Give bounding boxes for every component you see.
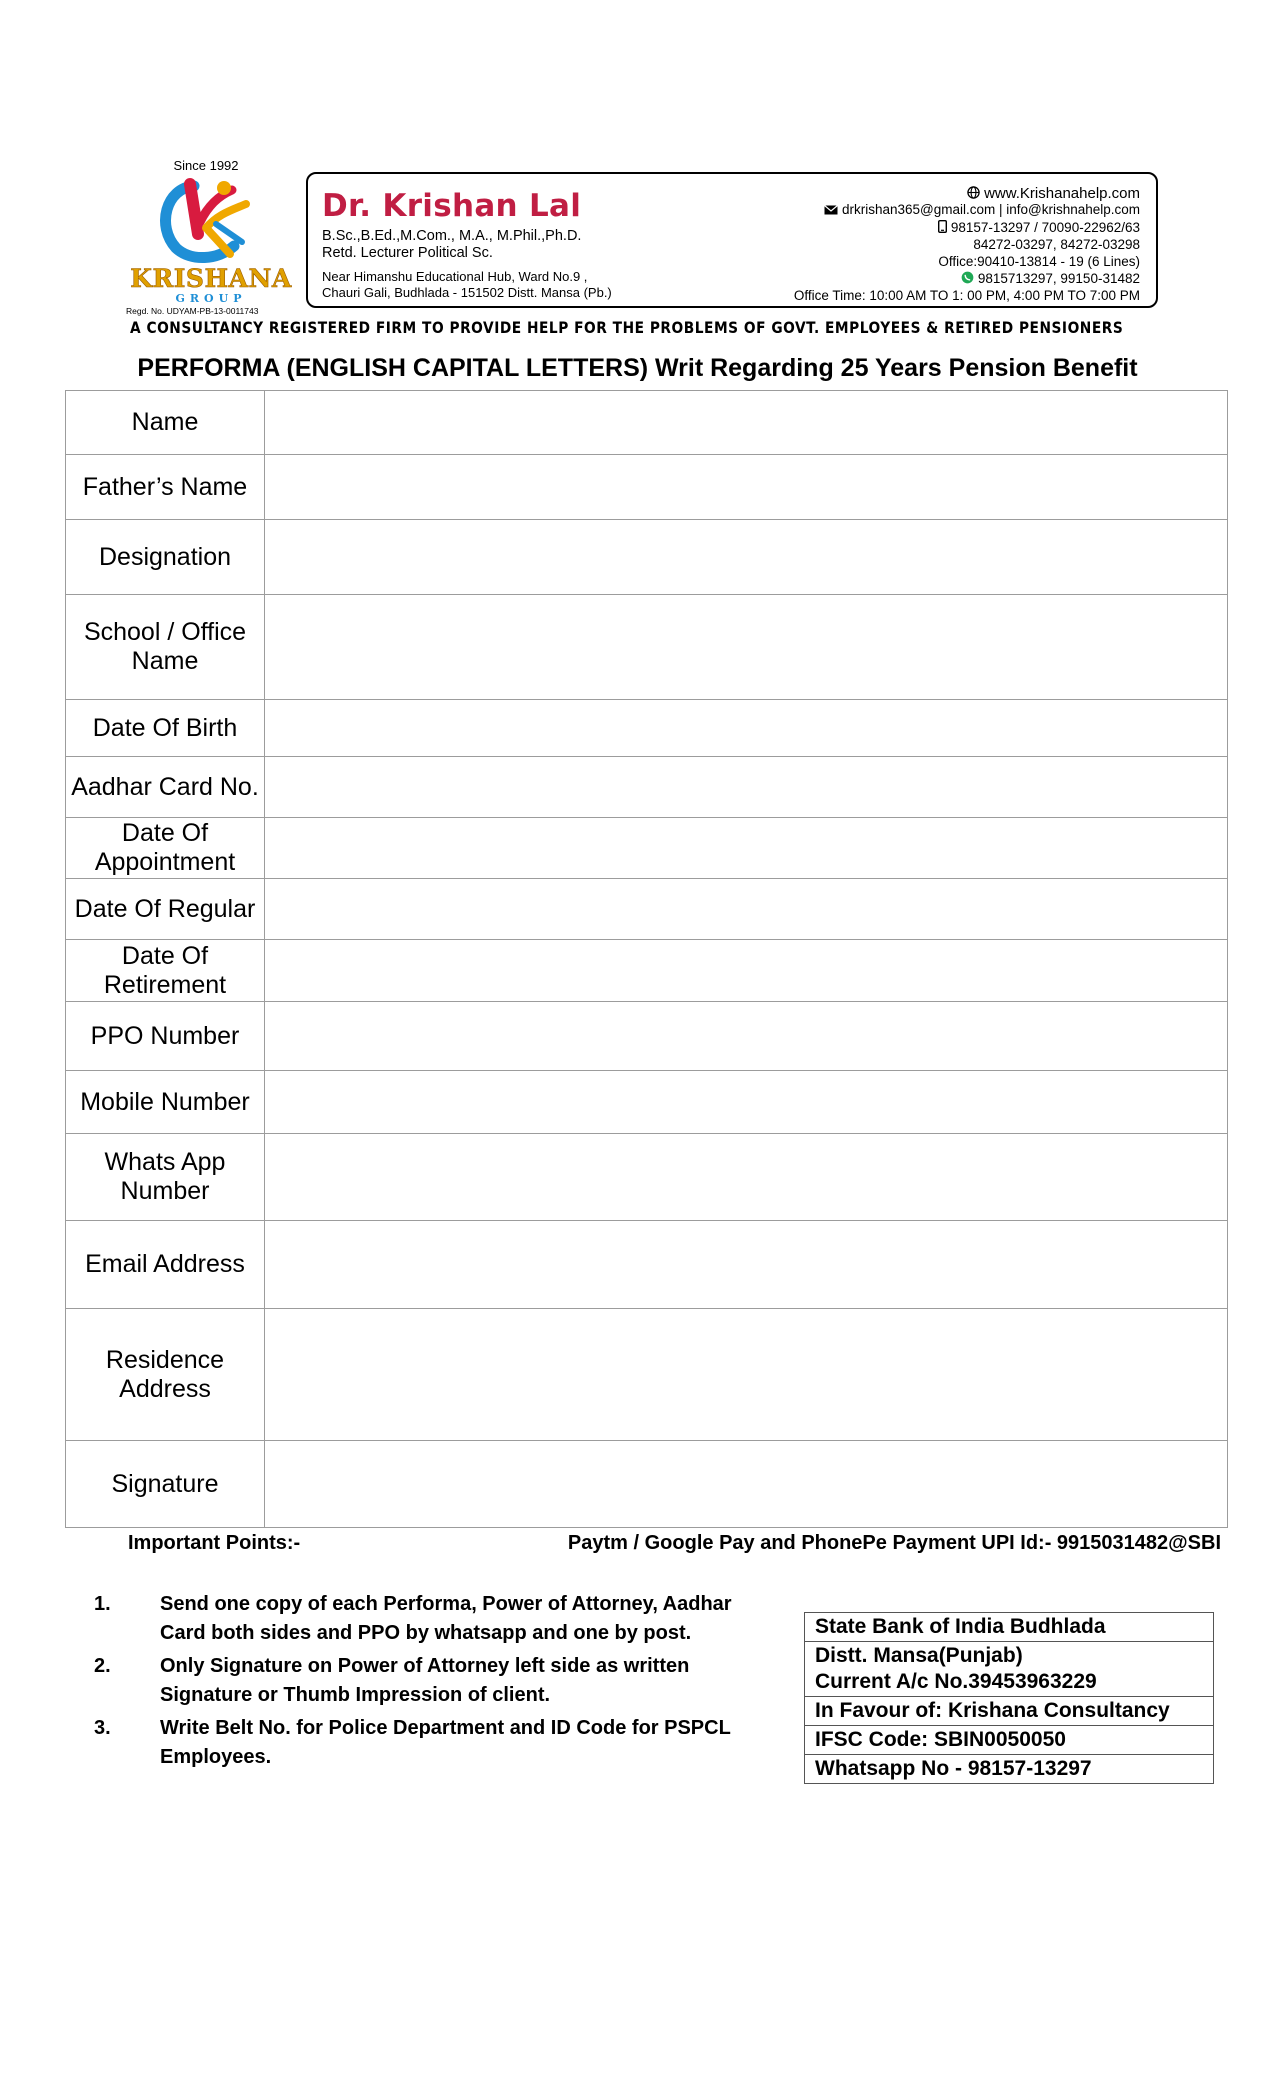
address-line-1: Near Himanshu Educational Hub, Ward No.9 , xyxy=(322,269,588,284)
point-text: Send one copy of each Performa, Power of Attorney, Aadhar Card both sides and PPO by whatsapp and one by post. xyxy=(160,1593,732,1644)
important-points-label: Important Points:- xyxy=(128,1532,301,1554)
form-row-retirement xyxy=(66,940,1228,1002)
point-text: Only Signature on Power of Attorney left side as written Signature or Thumb Impression of client. xyxy=(160,1655,690,1706)
bank-in-favour: In Favour of: Krishana Consultancy xyxy=(805,1697,1214,1726)
email-row xyxy=(824,202,1140,217)
bank-whatsapp: Whatsapp No - 98157-13297 xyxy=(805,1755,1214,1784)
whatsapp-icon xyxy=(961,271,974,284)
form-row-aadhar xyxy=(66,757,1228,818)
phones-line-1: 98157-13297 / 70090-22962/63 xyxy=(950,220,1140,235)
field-label: Father’s Name xyxy=(66,455,265,520)
field-label: Name xyxy=(66,391,265,455)
form-title: PERFORMA (ENGLISH CAPITAL LETTERS) Writ Regarding 25 Years Pension Benefit xyxy=(137,354,1138,382)
tagline: A CONSULTANCY REGISTERED FIRM TO PROVIDE HELP FOR THE PROBLEMS OF GOVT. EMPLOYEES & RETIRED PENSIONERS xyxy=(130,318,1124,337)
aadhar-field[interactable] xyxy=(265,757,1228,818)
form-row-regular xyxy=(66,879,1228,940)
school-office-field[interactable] xyxy=(265,595,1228,700)
important-points-list xyxy=(90,1590,750,1776)
field-label: Mobile Number xyxy=(66,1071,265,1134)
address-line-2: Chauri Gali, Budhlada - 151502 Distt. Mansa (Pb.) xyxy=(322,285,612,300)
point-number: 2. xyxy=(94,1655,111,1677)
list-item xyxy=(90,1714,750,1772)
retirement-date-field[interactable] xyxy=(265,940,1228,1002)
field-label: Date Of Retirement xyxy=(66,940,265,1002)
table-row xyxy=(805,1642,1214,1697)
krishana-logo-icon xyxy=(146,176,276,266)
form-row-appointment xyxy=(66,818,1228,879)
bank-district-account xyxy=(805,1642,1214,1697)
doctor-name: Dr. Krishan Lal xyxy=(322,188,582,224)
whatsapp-number-field[interactable] xyxy=(265,1134,1228,1221)
ppo-number-field[interactable] xyxy=(265,1002,1228,1071)
form-row-father-name xyxy=(66,455,1228,520)
bank-account: Current A/c No.39453963229 xyxy=(815,1670,1097,1693)
mobile-number-field[interactable] xyxy=(265,1071,1228,1134)
form-row-signature xyxy=(66,1441,1228,1528)
office-time: Office Time: 10:00 AM TO 1: 00 PM, 4:00 PM TO 7:00 PM xyxy=(793,288,1140,303)
bank-name: State Bank of India Budhlada xyxy=(805,1613,1214,1642)
table-row xyxy=(805,1613,1214,1642)
whatsapp-row xyxy=(961,271,1140,286)
form-row-email xyxy=(66,1221,1228,1309)
qualifications: B.Sc.,B.Ed.,M.Com., M.A., M.Phil.,Ph.D. xyxy=(322,228,582,244)
regd-no: Regd. No. UDYAM-PB-13-0011743 xyxy=(126,306,259,316)
bank-details xyxy=(804,1612,1214,1784)
logo xyxy=(126,158,301,318)
field-label: Residence Address xyxy=(66,1309,265,1441)
field-label: Date Of Birth xyxy=(66,700,265,757)
field-label: Signature xyxy=(66,1441,265,1528)
dob-field[interactable] xyxy=(265,700,1228,757)
upi-payment-text: Paytm / Google Pay and PhonePe Payment UPI Id:- 9915031482@SBI xyxy=(567,1532,1221,1554)
contact-box xyxy=(306,172,1158,308)
phone-icon xyxy=(938,220,947,233)
phone-row-1 xyxy=(938,220,1140,235)
form-row-ppo xyxy=(66,1002,1228,1071)
residence-address-field[interactable] xyxy=(265,1309,1228,1441)
brand-name: KRISHANA xyxy=(130,264,292,293)
since-text: Since 1992 xyxy=(173,158,239,173)
point-number: 3. xyxy=(94,1717,111,1739)
regular-date-field[interactable] xyxy=(265,879,1228,940)
form-row-whatsapp xyxy=(66,1134,1228,1221)
signature-field[interactable] xyxy=(265,1441,1228,1528)
field-label: PPO Number xyxy=(66,1002,265,1071)
form-row-mobile xyxy=(66,1071,1228,1134)
website: www.Krishanahelp.com xyxy=(984,185,1140,202)
form-row-school-office xyxy=(66,595,1228,700)
emails: drkrishan365@gmail.com | info@krishnahelp.com xyxy=(841,202,1140,217)
field-label: Email Address xyxy=(66,1221,265,1309)
post: Retd. Lecturer Political Sc. xyxy=(322,245,493,261)
table-row xyxy=(805,1726,1214,1755)
field-label: Date Of Appointment xyxy=(66,818,265,879)
field-label: School / Office Name xyxy=(66,595,265,700)
form-row-name xyxy=(66,391,1228,455)
email-address-field[interactable] xyxy=(265,1221,1228,1309)
mail-icon xyxy=(824,205,838,215)
point-text: Write Belt No. for Police Department and ID Code for PSPCL Employees. xyxy=(160,1717,731,1768)
designation-field[interactable] xyxy=(265,520,1228,595)
table-row xyxy=(805,1755,1214,1784)
whatsapp-numbers: 9815713297, 99150-31482 xyxy=(977,271,1140,286)
point-number: 1. xyxy=(94,1593,111,1615)
phones-line-2: 84272-03297, 84272-03298 xyxy=(973,237,1140,252)
brand-sub: GROUP xyxy=(175,292,247,305)
bank-district: Distt. Mansa(Punjab) xyxy=(815,1644,1023,1667)
website-row xyxy=(967,185,1140,202)
table-row xyxy=(805,1697,1214,1726)
office-phone-line: Office:90410-13814 - 19 (6 Lines) xyxy=(938,254,1140,269)
field-label: Date Of Regular xyxy=(66,879,265,940)
father-name-field[interactable] xyxy=(265,455,1228,520)
form-row-dob xyxy=(66,700,1228,757)
performa-form xyxy=(65,390,1228,1528)
field-label: Aadhar Card No. xyxy=(66,757,265,818)
form-row-residence xyxy=(66,1309,1228,1441)
field-label: Whats App Number xyxy=(66,1134,265,1221)
list-item xyxy=(90,1590,750,1648)
globe-icon xyxy=(967,186,980,199)
list-item xyxy=(90,1652,750,1710)
form-row-designation xyxy=(66,520,1228,595)
field-label: Designation xyxy=(66,520,265,595)
name-field[interactable] xyxy=(265,391,1228,455)
bank-ifsc: IFSC Code: SBIN0050050 xyxy=(805,1726,1214,1755)
appointment-date-field[interactable] xyxy=(265,818,1228,879)
